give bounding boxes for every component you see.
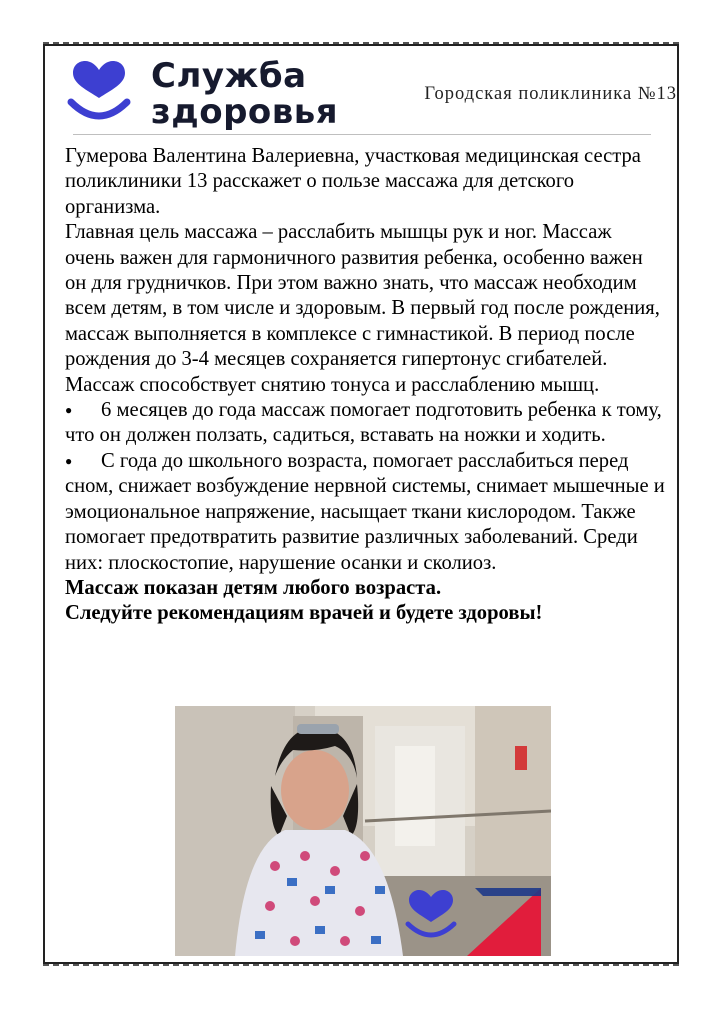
main-paragraph: Главная цель массажа – расслабить мышцы рук и ног. Массаж очень важен для гармоничного развития ребенка, особенно важен он для грудничков. При этом важно знать, что массаж необходим всем детям, в том числе и здоровым. В первый год после рождения, массаж выполняется в комплексе с гимнастикой. В период после рождения до 3-4 месяцев сохраняется гипертонус сгибателей. Массаж способствует снятию тонуса и расслаблению мышц. (65, 221, 660, 396)
article-body (65, 144, 665, 627)
logo-text (151, 58, 338, 130)
intro-paragraph: Гумерова Валентина Валериевна, участковая медицинская сестра поликлиники 13 расскажет о пользе массажа для детского организма. (65, 145, 641, 218)
nurse-photo (175, 706, 551, 956)
page (43, 44, 679, 964)
bullet-icon: ● (65, 403, 73, 418)
list-item (65, 449, 665, 576)
frame-bottom-dash (43, 964, 679, 966)
photo-illustration (175, 706, 551, 956)
closing-line-1: Массаж показан детям любого возраста. (65, 576, 442, 599)
bullet-text-2: С года до школьного возраста, помогает расслабиться перед сном, снижает возбуждение нервной системы, снимает мышечные и эмоциональное напряжение, насыщает ткани кислородом. Также помогает предотвратить развитие различных заболеваний. Среди них: плоскостопие, нарушение осанки и сколиоз. (65, 449, 665, 574)
heart-smile-logo-icon (67, 60, 131, 124)
clinic-name: Городская поликлиника №13 (424, 84, 677, 104)
header (65, 56, 677, 136)
bullet-text-1: 6 месяцев до года массаж помогает подготовить ребенка к тому, что он должен ползать, садиться, вставать на ножки и ходить. (65, 399, 662, 447)
logo-line-1: Служба (151, 56, 307, 96)
bullet-icon: ● (65, 453, 73, 468)
list-item (65, 398, 665, 449)
logo-line-2: здоровья (151, 92, 339, 132)
header-divider (73, 134, 651, 135)
closing-line-2: Следуйте рекомендациям врачей и будете здоровы! (65, 602, 543, 625)
